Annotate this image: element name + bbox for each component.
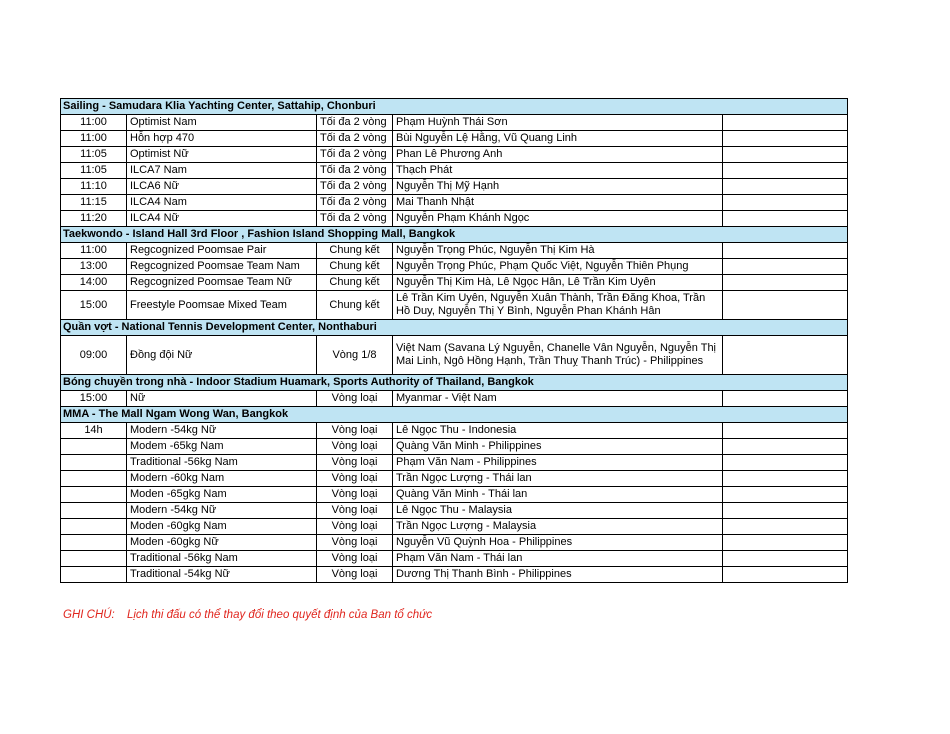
table-row	[61, 519, 848, 535]
cell-time: 13:00	[61, 259, 127, 275]
section-header-row	[61, 227, 848, 243]
cell-time	[61, 519, 127, 535]
cell-athletes: Dương Thị Thanh Bình - Philippines	[393, 567, 723, 583]
cell-round: Chung kết	[317, 243, 393, 259]
cell-round: Vòng loại	[317, 471, 393, 487]
cell-athletes: Thạch Phát	[393, 163, 723, 179]
table-row	[61, 535, 848, 551]
table-row	[61, 503, 848, 519]
section-title: Taekwondo - Island Hall 3rd Floor , Fashion Island Shopping Mall, Bangkok	[61, 227, 848, 243]
cell-time: 11:00	[61, 243, 127, 259]
section-header-row	[61, 407, 848, 423]
cell-event: Modern -54kg Nữ	[127, 503, 317, 519]
cell-athletes: Nguyễn Trọng Phúc, Nguyễn Thị Kim Hà	[393, 243, 723, 259]
cell-event: Traditional -56kg Nam	[127, 455, 317, 471]
section-title: MMA - The Mall Ngam Wong Wan, Bangkok	[61, 407, 848, 423]
cell-time	[61, 439, 127, 455]
cell-time: 11:15	[61, 195, 127, 211]
cell-event: ILCA4 Nữ	[127, 211, 317, 227]
cell-round: Tối đa 2 vòng	[317, 163, 393, 179]
cell-round: Vòng loại	[317, 503, 393, 519]
cell-round: Vòng loại	[317, 487, 393, 503]
cell-round: Tối đa 2 vòng	[317, 147, 393, 163]
cell-athletes: Lê Trần Kim Uyên, Nguyễn Xuân Thành, Trần Đăng Khoa, Trần Hồ Duy, Nguyễn Thị Y Bình, Nguyễn Phan Khánh Hân	[393, 291, 723, 320]
cell-event: Traditional -54kg Nữ	[127, 567, 317, 583]
cell-athletes: Phạm Văn Nam - Philippines	[393, 455, 723, 471]
cell-time	[61, 455, 127, 471]
table-row	[61, 567, 848, 583]
cell-empty	[723, 259, 848, 275]
cell-event: Modem -65kg Nam	[127, 439, 317, 455]
cell-round: Vòng loại	[317, 567, 393, 583]
cell-event: Traditional -56kg Nam	[127, 551, 317, 567]
cell-event: Optimist Nữ	[127, 147, 317, 163]
cell-event: ILCA4 Nam	[127, 195, 317, 211]
table-row	[61, 455, 848, 471]
cell-empty	[723, 391, 848, 407]
cell-athletes: Nguyễn Phạm Khánh Ngọc	[393, 211, 723, 227]
cell-empty	[723, 179, 848, 195]
cell-athletes: Phạm Huỳnh Thái Sơn	[393, 115, 723, 131]
cell-time	[61, 471, 127, 487]
cell-event: Moden -60gkg Nữ	[127, 535, 317, 551]
cell-athletes: Quàng Văn Minh - Philippines	[393, 439, 723, 455]
cell-athletes: Lê Ngọc Thu - Malaysia	[393, 503, 723, 519]
cell-round: Chung kết	[317, 259, 393, 275]
cell-athletes: Việt Nam (Savana Lý Nguyễn, Chanelle Vân Nguyễn, Nguyễn Thị Mai Linh, Ngô Hồng Hạnh, Trần Thuỵ Thanh Trúc) - Philippines	[393, 336, 723, 375]
cell-athletes: Nguyễn Vũ Quỳnh Hoa - Philippines	[393, 535, 723, 551]
cell-time: 14h	[61, 423, 127, 439]
table-row	[61, 195, 848, 211]
cell-round: Vòng loại	[317, 455, 393, 471]
table-row	[61, 243, 848, 259]
section-header-row	[61, 375, 848, 391]
table-row	[61, 391, 848, 407]
cell-empty	[723, 519, 848, 535]
table-row	[61, 423, 848, 439]
cell-athletes: Bùi Nguyễn Lệ Hằng, Vũ Quang Linh	[393, 131, 723, 147]
cell-round: Vòng loại	[317, 519, 393, 535]
cell-athletes: Phạm Văn Nam - Thái lan	[393, 551, 723, 567]
table-row	[61, 439, 848, 455]
table-row	[61, 131, 848, 147]
cell-time: 11:00	[61, 115, 127, 131]
cell-time	[61, 567, 127, 583]
cell-empty	[723, 115, 848, 131]
cell-time: 11:10	[61, 179, 127, 195]
cell-event: Modern -60kg Nam	[127, 471, 317, 487]
cell-empty	[723, 439, 848, 455]
cell-athletes: Myanmar - Việt Nam	[393, 391, 723, 407]
cell-empty	[723, 147, 848, 163]
cell-athletes: Lê Ngọc Thu - Indonesia	[393, 423, 723, 439]
cell-time	[61, 503, 127, 519]
table-row	[61, 471, 848, 487]
cell-empty	[723, 535, 848, 551]
cell-empty	[723, 487, 848, 503]
cell-round: Vòng loại	[317, 391, 393, 407]
section-title: Bóng chuyền trong nhà - Indoor Stadium Huamark, Sports Authority of Thailand, Bangkok	[61, 375, 848, 391]
cell-event: Regcognized Poomsae Team Nam	[127, 259, 317, 275]
cell-time	[61, 487, 127, 503]
cell-empty	[723, 567, 848, 583]
table-row	[61, 115, 848, 131]
table-row	[61, 179, 848, 195]
cell-athletes: Nguyễn Thị Kim Hà, Lê Ngọc Hân, Lê Trần Kim Uyên	[393, 275, 723, 291]
cell-event: Moden -65gkg Nam	[127, 487, 317, 503]
section-title: Quần vợt - National Tennis Development Center, Nonthaburi	[61, 320, 848, 336]
cell-event: ILCA6 Nữ	[127, 179, 317, 195]
cell-round: Tối đa 2 vòng	[317, 211, 393, 227]
cell-athletes: Phan Lê Phương Anh	[393, 147, 723, 163]
table-row	[61, 163, 848, 179]
cell-time: 11:05	[61, 163, 127, 179]
cell-athletes: Nguyễn Thị Mỹ Hạnh	[393, 179, 723, 195]
cell-athletes: Nguyễn Trọng Phúc, Phạm Quốc Việt, Nguyễn Thiên Phụng	[393, 259, 723, 275]
cell-time: 14:00	[61, 275, 127, 291]
cell-empty	[723, 336, 848, 375]
cell-event: Optimist Nam	[127, 115, 317, 131]
cell-time: 15:00	[61, 291, 127, 320]
cell-empty	[723, 163, 848, 179]
cell-empty	[723, 551, 848, 567]
cell-time	[61, 551, 127, 567]
cell-round: Vòng 1/8	[317, 336, 393, 375]
cell-empty	[723, 503, 848, 519]
cell-empty	[723, 455, 848, 471]
cell-empty	[723, 471, 848, 487]
note-text: Lịch thi đấu có thể thay đổi theo quyết định của Ban tổ chức	[126, 609, 433, 621]
cell-round: Tối đa 2 vòng	[317, 195, 393, 211]
cell-empty	[723, 211, 848, 227]
cell-time: 11:00	[61, 131, 127, 147]
table-row	[61, 551, 848, 567]
table-row	[61, 147, 848, 163]
cell-event: Đồng đội Nữ	[127, 336, 317, 375]
section-title: Sailing - Samudara Klia Yachting Center, Sattahip, Chonburi	[61, 99, 848, 115]
cell-empty	[723, 275, 848, 291]
cell-event: Freestyle Poomsae Mixed Team	[127, 291, 317, 320]
cell-empty	[723, 291, 848, 320]
cell-round: Tối đa 2 vòng	[317, 179, 393, 195]
schedule-body	[61, 99, 848, 583]
schedule-table	[60, 98, 848, 583]
cell-event: Nữ	[127, 391, 317, 407]
table-row	[61, 487, 848, 503]
cell-round: Vòng loại	[317, 439, 393, 455]
cell-round: Vòng loại	[317, 551, 393, 567]
schedule-sheet	[60, 98, 847, 583]
cell-empty	[723, 131, 848, 147]
cell-event: Hỗn hợp 470	[127, 131, 317, 147]
cell-event: Moden -60gkg Nam	[127, 519, 317, 535]
section-header-row	[61, 99, 848, 115]
cell-time: 15:00	[61, 391, 127, 407]
cell-empty	[723, 243, 848, 259]
note-label: GHI CHÚ:	[63, 609, 115, 621]
cell-athletes: Trần Ngọc Lượng - Thái lan	[393, 471, 723, 487]
table-row	[61, 291, 848, 320]
cell-round: Vòng loại	[317, 423, 393, 439]
cell-time: 11:05	[61, 147, 127, 163]
section-header-row	[61, 320, 848, 336]
cell-athletes: Quàng Văn Minh - Thái lan	[393, 487, 723, 503]
cell-athletes: Trần Ngọc Lượng - Malaysia	[393, 519, 723, 535]
cell-event: ILCA7 Nam	[127, 163, 317, 179]
cell-athletes: Mai Thanh Nhật	[393, 195, 723, 211]
cell-event: Regcognized Poomsae Pair	[127, 243, 317, 259]
cell-time	[61, 535, 127, 551]
table-row	[61, 275, 848, 291]
cell-time: 11:20	[61, 211, 127, 227]
cell-event: Modern -54kg Nữ	[127, 423, 317, 439]
cell-round: Chung kết	[317, 275, 393, 291]
table-row	[61, 336, 848, 375]
table-row	[61, 259, 848, 275]
cell-event: Regcognized Poomsae Team Nữ	[127, 275, 317, 291]
cell-round: Chung kết	[317, 291, 393, 320]
cell-round: Tối đa 2 vòng	[317, 115, 393, 131]
cell-round: Tối đa 2 vòng	[317, 131, 393, 147]
cell-empty	[723, 195, 848, 211]
cell-empty	[723, 423, 848, 439]
schedule-note	[63, 609, 432, 621]
cell-round: Vòng loại	[317, 535, 393, 551]
table-row	[61, 211, 848, 227]
cell-time: 09:00	[61, 336, 127, 375]
